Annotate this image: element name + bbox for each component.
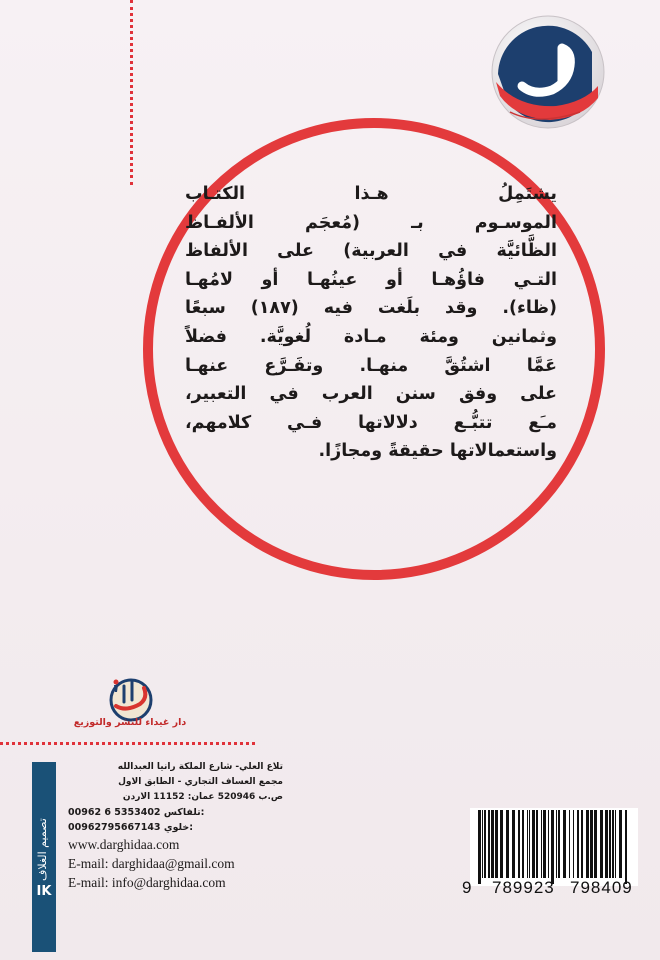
barcode-bar <box>563 810 566 878</box>
barcode-bar <box>625 810 627 884</box>
mobile-row <box>68 820 283 835</box>
isbn-lead-digit: 9 <box>462 878 473 897</box>
vertical-dotted-line <box>130 0 133 185</box>
po-box: ص.ب 520946 عمان: 11152 الاردن <box>122 792 283 802</box>
barcode-bar <box>569 810 570 878</box>
book-description <box>185 180 557 466</box>
email-link[interactable]: E-mail: info@darghidaa.com <box>68 875 226 890</box>
barcode-bar <box>605 810 608 878</box>
publisher-contact <box>68 760 283 892</box>
isbn-right-group: 798409 <box>570 878 633 897</box>
description-line: الموسـوم بـ (مُعجَم الألفـاظ <box>185 212 557 233</box>
fax-number: 00962 6 5353402 <box>68 807 161 818</box>
fax-row <box>68 805 283 820</box>
designer-mark: IK <box>36 884 52 899</box>
barcode-bar <box>581 810 583 878</box>
isbn-barcode <box>470 808 638 886</box>
website-link[interactable]: www.darghidaa.com <box>68 837 180 852</box>
publisher-name: دار غيداء للنشر والتوزيع <box>73 717 187 728</box>
description-line: عَمَّا اشتُقَّ منهـا. وتفَـرَّع عنهـا <box>185 355 557 376</box>
barcode-bar <box>482 810 483 878</box>
barcode-bar <box>495 810 498 878</box>
barcode-bar <box>488 810 490 878</box>
barcode-bar <box>586 810 589 878</box>
barcode-bar <box>577 810 579 878</box>
barcode-bar <box>506 810 509 878</box>
description-line: التـي فاؤُهـا أو عينُهـا أو لامُهـا <box>185 269 557 290</box>
barcode-bar <box>609 810 611 878</box>
barcode-bar <box>522 810 524 878</box>
barcode-bar <box>478 810 481 884</box>
barcode-bar <box>491 810 494 878</box>
description-line: واستعمالاتها حقيقةً ومجازًا. <box>318 441 557 462</box>
description-line: الظَّائيَّة في العربية) على الألفاظ <box>185 241 557 262</box>
mobile-number: 00962795667143 <box>68 822 161 833</box>
description-line: مـَع تتبُّـع دلالاتها فـي كلامهم، <box>185 412 557 433</box>
mobile-label: خلوي: <box>163 822 194 833</box>
barcode-bar <box>615 810 616 878</box>
barcode-bar <box>573 810 574 878</box>
isbn-left-group: 789923 <box>492 878 555 897</box>
barcode-bar <box>527 810 528 878</box>
isbn-digits <box>462 878 642 900</box>
barcode-bar <box>518 810 520 878</box>
horizontal-dotted-line <box>0 742 255 745</box>
barcode-bar <box>484 810 486 878</box>
description-line: على وفق سنن العرب في التعبير، <box>185 384 557 405</box>
barcode-bar <box>551 810 554 884</box>
email-link[interactable]: E-mail: darghidaa@gmail.com <box>68 856 235 871</box>
barcode-bar <box>512 810 515 878</box>
barcode-bar <box>500 810 503 878</box>
barcode-bar <box>600 810 603 878</box>
address-line: تلاع العلي- شارع الملكة رانيا العبدالله <box>117 762 283 772</box>
barcode-bar <box>594 810 597 878</box>
barcode-bar <box>612 810 614 878</box>
barcode-bar <box>536 810 538 878</box>
barcode-bar <box>541 810 542 878</box>
barcode-bar <box>619 810 622 878</box>
barcode-bar <box>543 810 546 878</box>
barcode-bar <box>590 810 593 878</box>
barcode-bar <box>532 810 535 878</box>
description-line: وثمانين ومئة مـادة لُغويَّة. فضلاً <box>185 326 557 347</box>
designer-credit-text: تصميم الغلاف <box>36 818 49 882</box>
address-line: مجمع العساف التجاري - الطابق الاول <box>118 777 283 787</box>
fax-label: تلفاكس: <box>163 807 205 818</box>
barcode-bar <box>556 810 557 878</box>
description-line: (ظاء). وقد بلَغت فيه (١٨٧) سبعًا <box>185 298 557 319</box>
barcode-bar <box>548 810 549 878</box>
description-line: يشتَمِلُ هـذا الكتـاب <box>185 184 557 204</box>
barcode-bar <box>529 810 530 878</box>
publisher-badge-logo <box>488 12 606 130</box>
barcode-bar <box>558 810 560 878</box>
